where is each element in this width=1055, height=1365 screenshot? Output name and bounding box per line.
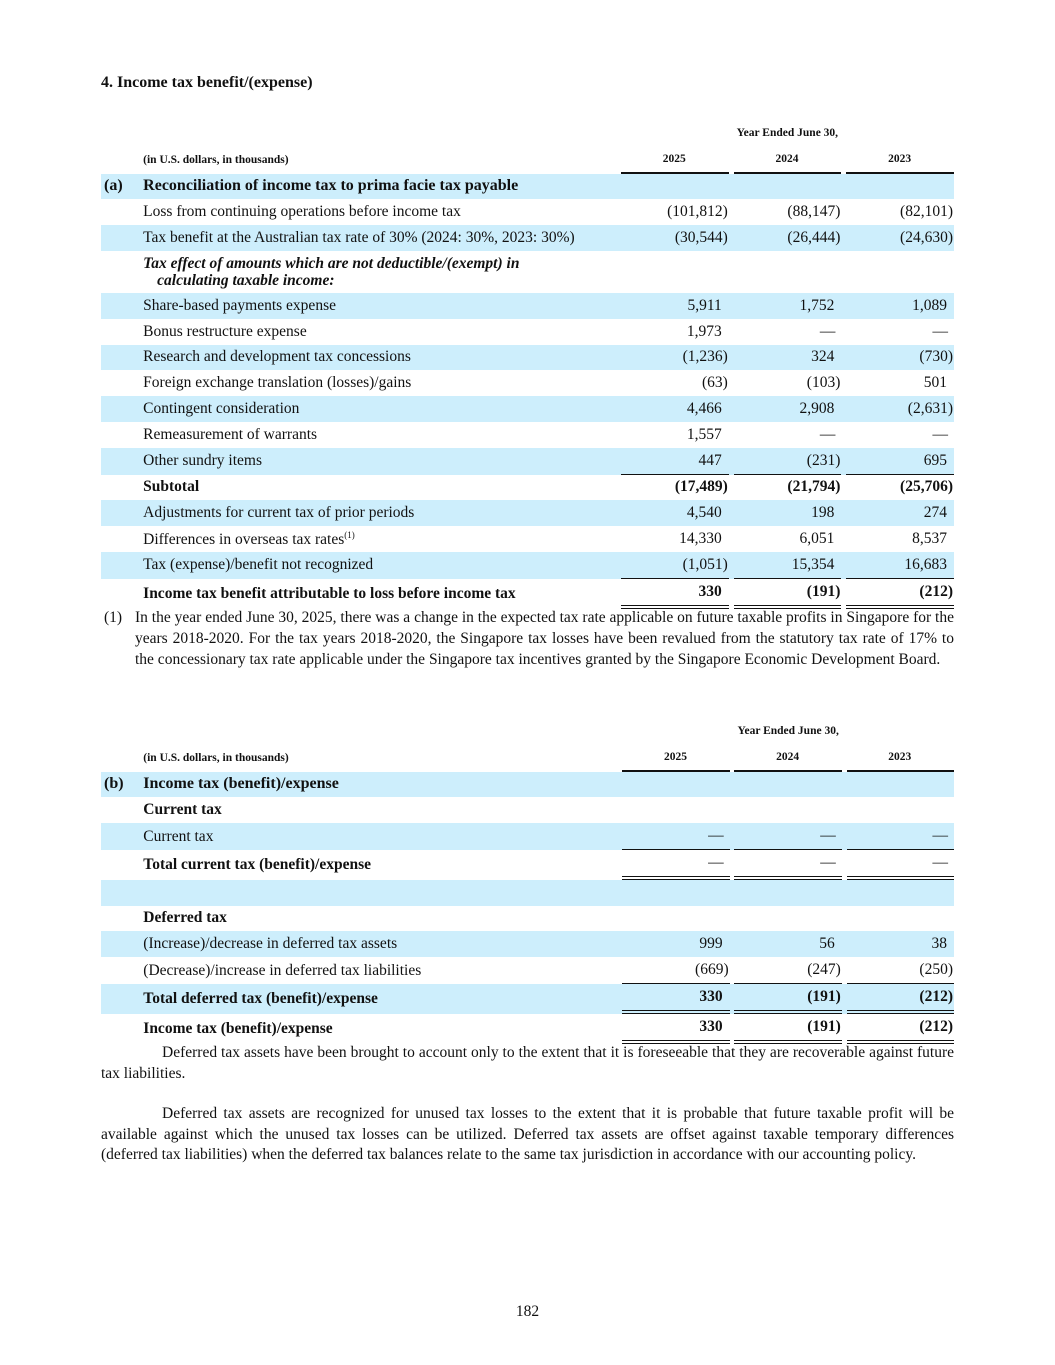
value-2024: (231) <box>734 448 842 475</box>
units-label: (in U.S. dollars, in thousands) <box>143 751 289 764</box>
value-2023: (2,631) <box>846 396 954 422</box>
value-2024: (191) <box>734 1014 841 1044</box>
table-row <box>101 526 954 552</box>
row-label: Total current tax (benefit)/expense <box>143 855 372 873</box>
value-2025: (669) <box>622 957 729 984</box>
year-column-header: 2024 <box>734 146 842 174</box>
subtotal-row <box>101 475 954 501</box>
value-2023: — <box>847 850 954 880</box>
year-column-header: 2025 <box>621 146 729 174</box>
row-label: Current tax <box>143 823 622 850</box>
value-2025: 330 <box>621 579 729 609</box>
row-label: Foreign exchange translation (losses)/gains <box>143 374 412 392</box>
total-row <box>101 984 954 1014</box>
section-tag: (a) <box>101 174 143 200</box>
table-row <box>101 552 954 579</box>
value-2025: 1,557 <box>686 425 722 443</box>
total-row <box>101 850 954 880</box>
row-label: (Decrease)/increase in deferred tax liabilities <box>143 961 422 979</box>
section-tag: (b) <box>101 772 143 798</box>
value-2023: 501 <box>923 374 947 392</box>
value-2024: (21,794) <box>787 478 841 496</box>
footnote-reference[interactable]: (1) <box>344 529 355 540</box>
value-2025: (30,544) <box>621 225 729 251</box>
value-2024: — <box>734 850 841 880</box>
value-2025: 4,540 <box>621 500 729 526</box>
body-paragraph: Deferred tax assets are recognized for unused tax losses to the extent that it is probable that future taxable profit will be available against which the unused tax losses can be utilized. Deferred tax assets are offset against taxable temporary differences (deferred tax liabilities) when the deferred tax balances relate to the same tax jurisdiction in accordance with our accounting policy. <box>101 1105 954 1164</box>
income-tax-expense-table <box>101 718 954 1044</box>
table-row <box>101 345 954 371</box>
value-2024: (88,147) <box>787 203 841 221</box>
value-2023: (212) <box>847 984 954 1014</box>
row-label: Differences in overseas tax rates$^{(1)}$ <box>143 529 355 548</box>
value-2025: (101,812) <box>667 203 728 221</box>
value-2025: (17,489) <box>674 478 728 496</box>
row-label: (Increase)/decrease in deferred tax assets <box>143 931 622 957</box>
table-row <box>101 500 954 526</box>
row-label: Tax benefit at the Australian tax rate of 30% (2024: 30%, 2023: 30%) <box>143 225 621 251</box>
row-label: Contingent consideration <box>143 396 621 422</box>
value-2025: 1,973 <box>686 322 722 340</box>
value-2024: (26,444) <box>734 225 842 251</box>
table-row <box>101 319 954 345</box>
row-label: Loss from continuing operations before income tax <box>143 203 461 221</box>
subheading-label: Deferred tax <box>143 909 227 927</box>
value-2024: — <box>819 322 836 340</box>
value-2025: (1,236) <box>621 345 729 371</box>
table-row <box>101 823 954 850</box>
period-header: Year Ended June 30, <box>737 724 839 737</box>
value-2025: 14,330 <box>679 530 722 548</box>
subheading-row <box>101 251 954 293</box>
value-2023: — <box>932 425 948 443</box>
value-2023: — <box>932 322 948 340</box>
table-row <box>101 370 954 396</box>
section-header-row <box>101 772 954 798</box>
row-label: Other sundry items <box>143 448 621 475</box>
units-label: (in U.S. dollars, in thousands) <box>143 153 289 166</box>
table-header-years-row <box>101 146 954 174</box>
subheading-row <box>101 906 954 932</box>
row-label: Remeasurement of warrants <box>143 425 318 443</box>
section-heading: Income tax (benefit)/expense <box>143 772 622 798</box>
table-header-period-row <box>101 718 954 744</box>
row-label: Income tax benefit attributable to loss before income tax <box>143 584 516 602</box>
value-2023: (24,630) <box>846 225 954 251</box>
section-title: 4. Income tax benefit/(expense) <box>101 74 313 91</box>
subheading-label: Current tax <box>143 801 222 819</box>
year-column-header: 2023 <box>847 744 954 772</box>
value-2023: (730) <box>846 345 954 371</box>
value-2025: 330 <box>622 984 729 1014</box>
value-2024: 56 <box>734 931 841 957</box>
section-heading: Reconciliation of income tax to prima facie tax payable <box>143 174 621 200</box>
table-row <box>101 957 954 984</box>
table-row <box>101 225 954 251</box>
subheading-label <box>143 251 621 293</box>
footnote-mark: (1) <box>104 609 123 626</box>
value-2024: 6,051 <box>799 530 835 548</box>
value-2025: 447 <box>621 448 729 475</box>
value-2023: 274 <box>846 500 954 526</box>
row-label: Share-based payments expense <box>143 293 621 319</box>
value-2024: (247) <box>734 957 841 984</box>
value-2023: 38 <box>847 931 954 957</box>
row-label: Tax (expense)/benefit not recognized <box>143 552 621 579</box>
table-header-period-row <box>101 120 954 146</box>
value-2025: 4,466 <box>621 396 729 422</box>
value-2023: 695 <box>846 448 954 475</box>
row-label: Adjustments for current tax of prior periods <box>143 500 621 526</box>
total-row <box>101 579 954 609</box>
value-2024: (191) <box>734 579 842 609</box>
period-header: Year Ended June 30, <box>736 126 839 139</box>
year-column-header: 2024 <box>734 744 841 772</box>
value-2025: 999 <box>622 931 729 957</box>
section-header-row <box>101 174 954 200</box>
row-label: Income tax (benefit)/expense <box>143 1019 333 1037</box>
year-column-header: 2023 <box>846 146 954 174</box>
value-2025: 5,911 <box>621 293 729 319</box>
value-2023: (212) <box>847 1014 954 1044</box>
value-2023: (82,101) <box>900 203 953 221</box>
value-2025: (1,051) <box>621 552 729 579</box>
subheading-row <box>101 797 954 823</box>
body-paragraph: Deferred tax assets have been brought to account only to the extent that it is foreseeable that they are recoverable against future tax liabilities. <box>101 1044 954 1082</box>
footnote <box>104 607 954 670</box>
table-row <box>101 199 954 225</box>
value-2024: (103) <box>806 374 841 392</box>
value-2025: — <box>622 850 729 880</box>
footnote-text: In the year ended June 30, 2025, there was a change in the expected tax rate applicable on future taxable profits in Singapore for the years 2018-2020. For the tax years 2018-2020, the Singapore tax losses have been revalued from the statutory tax rate of 17% to the concessionary tax rate applicable under the Singapore tax incentives granted by the Singapore Economic Development Board. <box>135 609 954 668</box>
value-2023: (250) <box>847 957 954 984</box>
value-2023: (25,706) <box>900 478 953 496</box>
row-label: Research and development tax concessions <box>143 345 621 371</box>
value-2023: 8,537 <box>912 530 947 548</box>
subheading-line-2: calculating taxable income: <box>157 271 335 289</box>
value-2024: — <box>819 425 836 443</box>
grand-total-row <box>101 1014 954 1044</box>
row-label: Subtotal <box>143 478 200 496</box>
value-2025: (63) <box>701 374 728 392</box>
table-row <box>101 448 954 475</box>
table-row <box>101 422 954 448</box>
reconciliation-table <box>101 120 954 609</box>
table-row <box>101 396 954 422</box>
value-2024: 1,752 <box>734 293 842 319</box>
page-number: 182 <box>515 1303 540 1320</box>
value-2023: 1,089 <box>846 293 954 319</box>
row-label: Bonus restructure expense <box>143 322 307 340</box>
value-2024: 2,908 <box>734 396 842 422</box>
value-2024: (191) <box>734 984 841 1014</box>
blank-row <box>101 880 954 906</box>
value-2024: 324 <box>734 345 842 371</box>
value-2025: 330 <box>622 1014 729 1044</box>
table-header-years-row <box>101 744 954 772</box>
value-2024: 198 <box>734 500 842 526</box>
table-row <box>101 931 954 957</box>
value-2024: — <box>734 823 841 850</box>
year-column-header: 2025 <box>622 744 729 772</box>
row-label: Total deferred tax (benefit)/expense <box>143 984 622 1014</box>
value-2024: 15,354 <box>734 552 842 579</box>
value-2023: — <box>847 823 954 850</box>
value-2023: (212) <box>846 579 954 609</box>
subheading-line-1: Tax effect of amounts which are not deductible/(exempt) in <box>143 254 520 272</box>
value-2025: — <box>622 823 729 850</box>
value-2023: 16,683 <box>846 552 954 579</box>
table-row <box>101 293 954 319</box>
